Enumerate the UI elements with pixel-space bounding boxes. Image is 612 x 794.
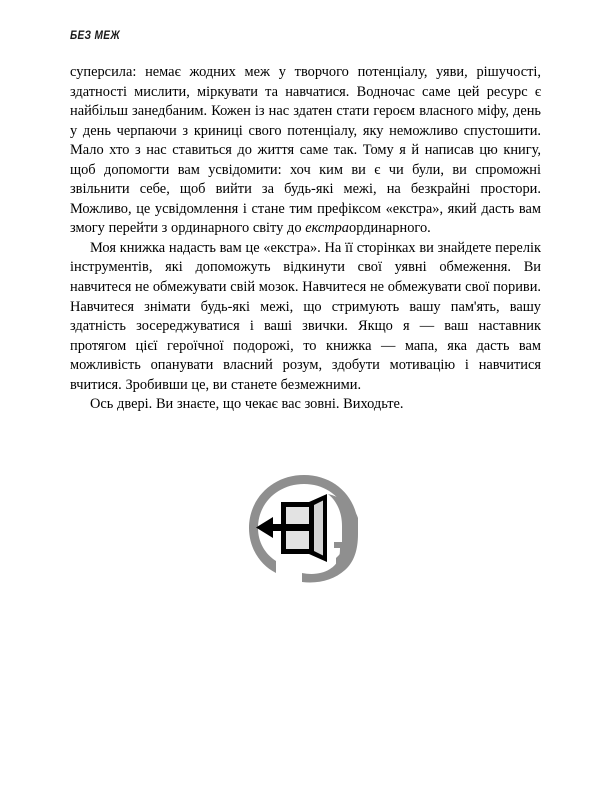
head-exit-door-icon — [246, 474, 366, 586]
exit-arrow-shaft — [270, 524, 312, 531]
running-header-title: БЕЗ МЕЖ — [70, 30, 121, 42]
paragraph-2: Моя книжка надасть вам це «екстра». На її сторінках ви знайдете перелік інструментів, які допоможуть відкинути свої уявні обмеження. Ви навчитеся не обмежувати свій мозок. Навчитеся не обмежувати свої пориви. Навчитеся знімати будь-які межі, що стримують вашу пам'ять, вашу здатність зосереджуватися і ваші звички. Якщо я — ваш наставник протягом цієї героїчної подорожі, то книжка — мапа, яка дасть вам можливість опанувати власний розум, здобути мотивацію і навчитися вчитися. Зробивши це, ви станете безмежними. — [70, 239, 541, 393]
paragraph-1-tail: ординарного. — [349, 220, 431, 237]
paragraph-1-text: суперсила: немає жодних меж у творчого потенціалу, уяви, рішучості, здатності мислити, міркувати та навчатися. Водночас саме цей ресурс є найбільш занедбаним. Кожен із нас здатен стати героєм власного міфу, день у день черпаючи з криниці свого потенціалу, яку неможливо спустошити. Мало хто з нас ставиться до життя саме так. Тому я й написав цю книгу, щоб допомогти вам усвідомити: хоч ким ви є чи були, ви спроможні звільнити себе, щоб вийти за будь-які межі, на безкрайні простори. Можливо, це усвідомлення і стане тим префіксом «екстра», який дасть вам змогу перейти з ординарного світу до — [70, 64, 541, 237]
door-panel-face — [314, 501, 323, 556]
paragraph-3: Ось двері. Ви знаєте, що чекає вас зовні. Виходьте. — [90, 396, 404, 413]
chapter-end-illustration — [0, 470, 612, 590]
paragraph-1-italic-prefix: екстра — [305, 220, 349, 237]
body-text-block — [70, 63, 541, 415]
paragraph-1 — [70, 63, 541, 239]
